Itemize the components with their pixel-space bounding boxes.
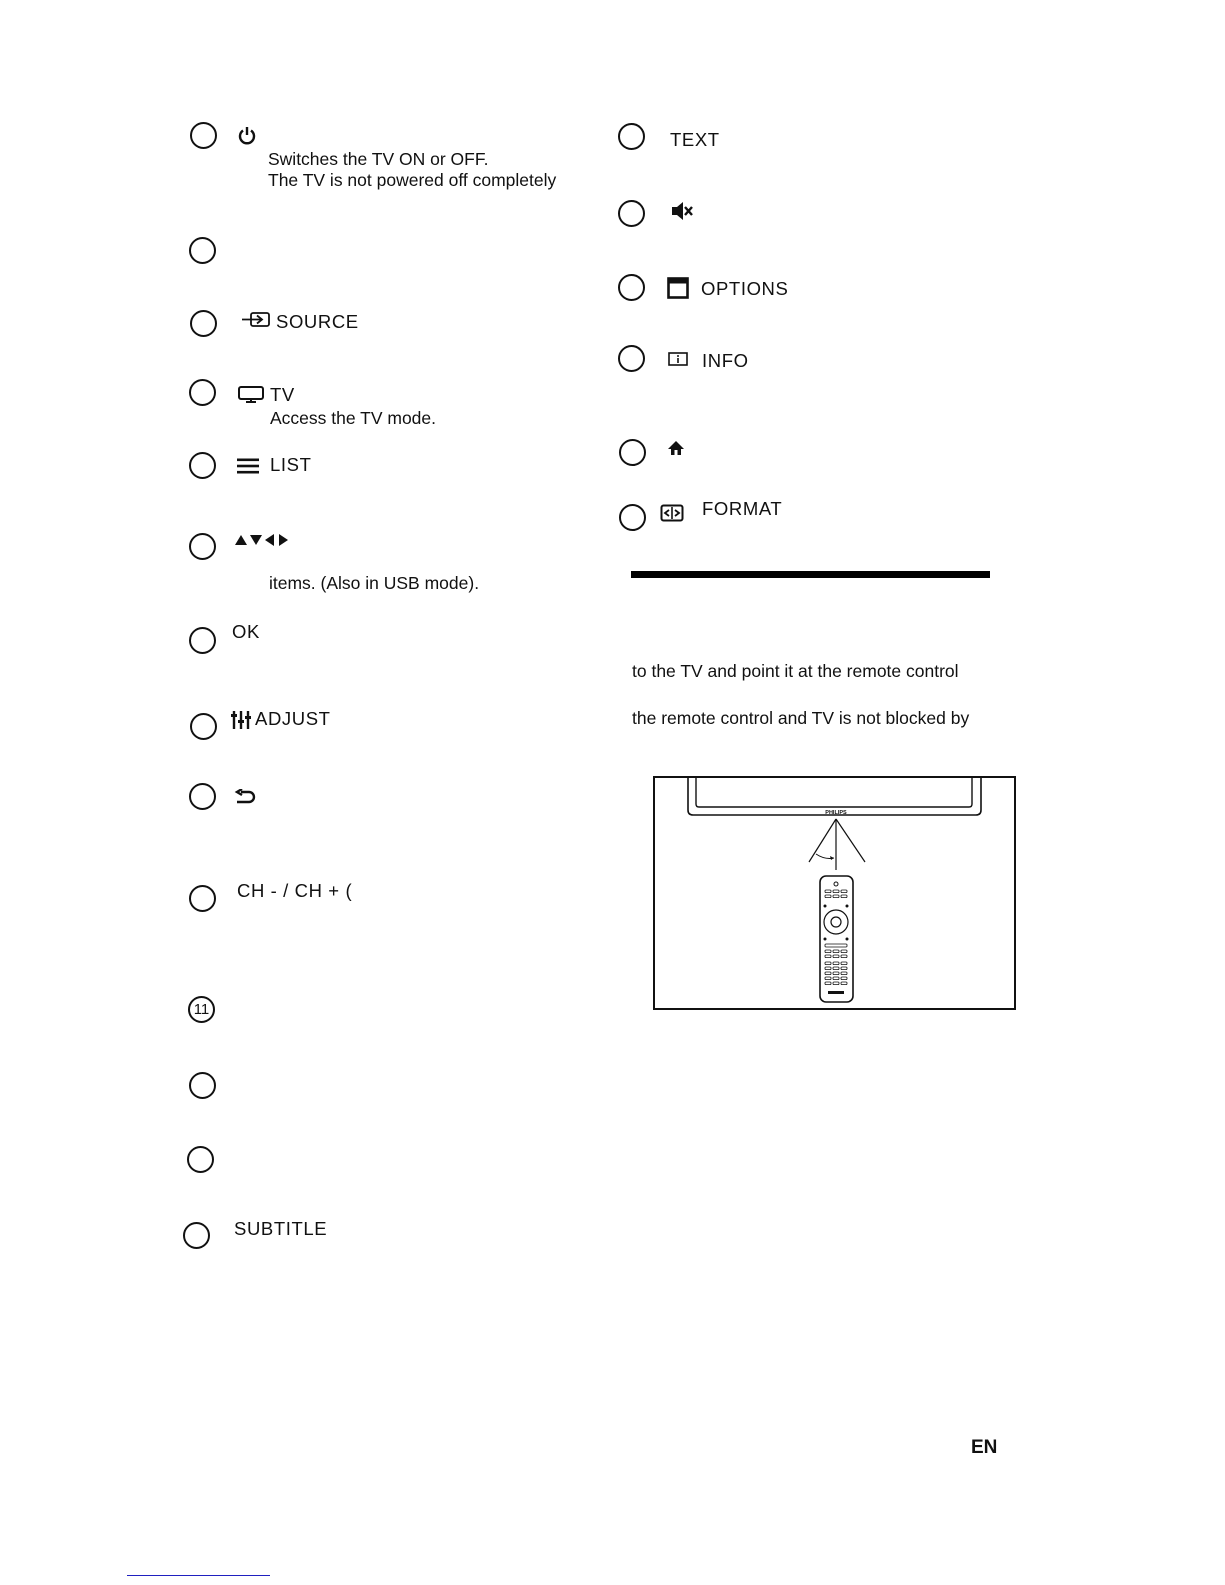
nav-desc: items. (Also in USB mode). — [269, 573, 480, 593]
item-circle-2 — [189, 237, 216, 264]
item-circle-19 — [619, 439, 646, 466]
item-circle-16 — [618, 200, 645, 227]
item-circle-14 — [183, 1222, 210, 1249]
back-icon — [234, 789, 258, 805]
home-icon — [667, 440, 685, 456]
format-icon — [660, 504, 684, 522]
ok-label: OK — [232, 621, 260, 642]
item-circle-6 — [189, 533, 216, 560]
mute-icon — [671, 201, 693, 221]
list-label: LIST — [270, 454, 312, 475]
item-circle-10 — [189, 885, 216, 912]
format-label: FORMAT — [702, 498, 783, 519]
section-rule — [631, 571, 990, 578]
language-marker: EN — [971, 1437, 998, 1458]
tv-icon — [238, 386, 264, 404]
item-circle-13 — [187, 1146, 214, 1173]
nav-arrows-icon — [234, 533, 292, 547]
remote-para-line2: the remote control and TV is not blocked by — [632, 708, 970, 728]
item-circle-20 — [619, 504, 646, 531]
power-desc-line2: The TV is not powered off completely — [268, 170, 557, 190]
remote-para-line1: to the TV and point it at the remote control — [632, 661, 959, 681]
list-icon — [236, 457, 260, 475]
subtitle-label: SUBTITLE — [234, 1218, 328, 1239]
item-circle-17 — [618, 274, 645, 301]
tv-desc: Access the TV mode. — [270, 408, 437, 428]
info-label: INFO — [702, 350, 749, 371]
item-circle-15 — [618, 123, 645, 150]
tv-label: TV — [270, 384, 295, 405]
options-label: OPTIONS — [701, 278, 789, 299]
item-circle-18 — [618, 345, 645, 372]
adjust-label: ADJUST — [255, 708, 331, 729]
tv-brand-text: PHILIPS — [825, 810, 847, 816]
source-label: SOURCE — [276, 311, 359, 332]
item-circle-12 — [189, 1072, 216, 1099]
power-icon — [237, 126, 257, 146]
adjust-icon — [231, 710, 251, 730]
remote-usage-illustration — [653, 776, 1016, 1010]
footer-link-line — [127, 1575, 270, 1576]
source-icon — [242, 311, 272, 329]
item-circle-11: 11 — [188, 996, 215, 1023]
info-icon — [668, 352, 688, 366]
item-circle-7 — [189, 627, 216, 654]
item-circle-5 — [189, 452, 216, 479]
item-circle-4 — [189, 379, 216, 406]
item-circle-9 — [189, 783, 216, 810]
item-circle-3 — [190, 310, 217, 337]
channel-label: CH - / CH + ( — [237, 880, 353, 901]
text-label: TEXT — [670, 129, 720, 150]
power-desc-line1: Switches the TV ON or OFF. — [268, 149, 489, 169]
item-circle-1 — [190, 122, 217, 149]
options-icon — [667, 277, 689, 299]
item-circle-8 — [190, 713, 217, 740]
